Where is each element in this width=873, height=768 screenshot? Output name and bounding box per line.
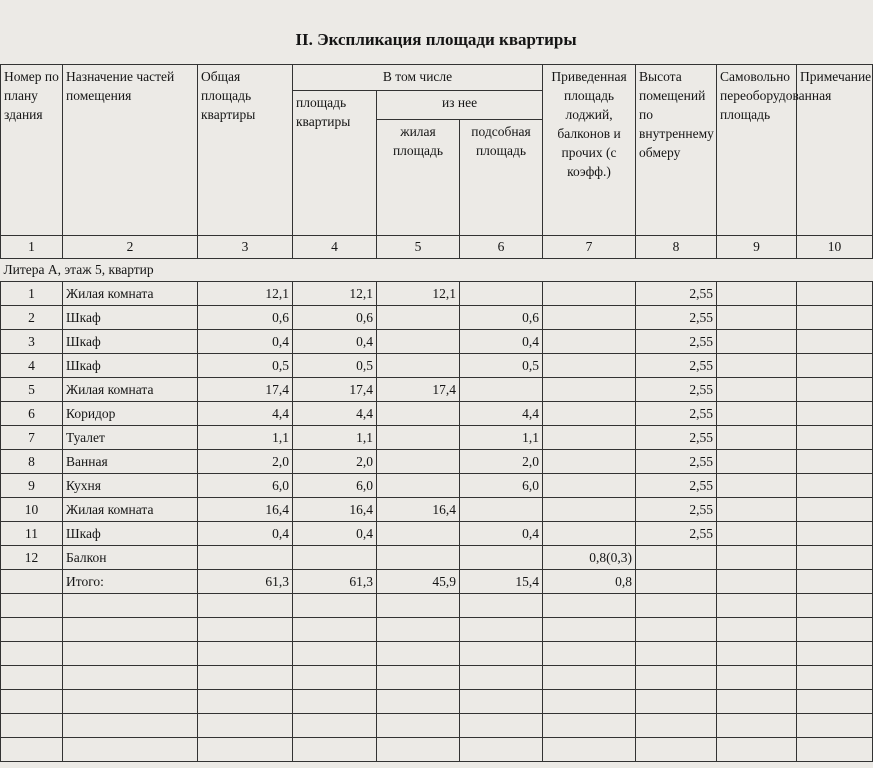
room-height bbox=[636, 546, 717, 570]
empty-cell bbox=[1, 738, 63, 762]
auxiliary-area: 0,4 bbox=[460, 522, 543, 546]
table-row bbox=[1, 378, 873, 402]
note-cell bbox=[797, 402, 873, 426]
note-cell bbox=[797, 330, 873, 354]
total-area bbox=[198, 546, 293, 570]
self-converted-cell bbox=[717, 474, 797, 498]
flat-area: 6,0 bbox=[293, 474, 377, 498]
auxiliary-area: 1,1 bbox=[460, 426, 543, 450]
empty-cell bbox=[1, 714, 63, 738]
room-number: 10 bbox=[1, 498, 63, 522]
room-height: 2,55 bbox=[636, 330, 717, 354]
totals-empty-cell bbox=[797, 570, 873, 594]
auxiliary-area: 6,0 bbox=[460, 474, 543, 498]
living-area bbox=[377, 402, 460, 426]
empty-cell bbox=[293, 714, 377, 738]
room-height: 2,55 bbox=[636, 522, 717, 546]
empty-cell bbox=[198, 738, 293, 762]
empty-cell bbox=[460, 642, 543, 666]
empty-row bbox=[1, 714, 873, 738]
table-row bbox=[1, 426, 873, 450]
room-name: Шкаф bbox=[63, 330, 198, 354]
living-area bbox=[377, 474, 460, 498]
room-height: 2,55 bbox=[636, 450, 717, 474]
empty-cell bbox=[1, 690, 63, 714]
empty-cell bbox=[198, 666, 293, 690]
note-cell bbox=[797, 498, 873, 522]
balcony-area bbox=[543, 450, 636, 474]
empty-row bbox=[1, 738, 873, 762]
flat-area: 1,1 bbox=[293, 426, 377, 450]
living-area: 17,4 bbox=[377, 378, 460, 402]
room-number: 8 bbox=[1, 450, 63, 474]
header-total-area: Общая площадь квартиры bbox=[198, 65, 293, 236]
totals-empty-cell bbox=[717, 570, 797, 594]
flat-area: 4,4 bbox=[293, 402, 377, 426]
empty-cell bbox=[797, 738, 873, 762]
room-name: Шкаф bbox=[63, 354, 198, 378]
empty-cell bbox=[1, 666, 63, 690]
total-area: 2,0 bbox=[198, 450, 293, 474]
section-row bbox=[1, 259, 873, 282]
room-number: 6 bbox=[1, 402, 63, 426]
empty-cell bbox=[797, 666, 873, 690]
header-including-group: В том числе bbox=[293, 65, 543, 91]
room-name: Туалет bbox=[63, 426, 198, 450]
empty-row bbox=[1, 594, 873, 618]
header-flat-area: площадь квартиры bbox=[293, 91, 377, 236]
room-name: Жилая комната bbox=[63, 498, 198, 522]
room-name: Кухня bbox=[63, 474, 198, 498]
empty-cell bbox=[717, 690, 797, 714]
note-cell bbox=[797, 378, 873, 402]
totals-empty-cell bbox=[1, 570, 63, 594]
table-row bbox=[1, 498, 873, 522]
header-balcony-area: Приведенная площадь лоджий, балконов и прочих (с коэфф.) bbox=[543, 65, 636, 236]
column-number: 6 bbox=[460, 236, 543, 259]
flat-area: 17,4 bbox=[293, 378, 377, 402]
empty-cell bbox=[460, 738, 543, 762]
empty-cell bbox=[717, 594, 797, 618]
empty-cell bbox=[293, 642, 377, 666]
auxiliary-area bbox=[460, 546, 543, 570]
total-area: 12,1 bbox=[198, 282, 293, 306]
empty-cell bbox=[1, 594, 63, 618]
room-height: 2,55 bbox=[636, 426, 717, 450]
empty-cell bbox=[717, 642, 797, 666]
table-row bbox=[1, 354, 873, 378]
empty-row bbox=[1, 618, 873, 642]
empty-cell bbox=[63, 738, 198, 762]
table-row bbox=[1, 546, 873, 570]
room-number: 3 bbox=[1, 330, 63, 354]
room-height: 2,55 bbox=[636, 354, 717, 378]
totals-balcony-area: 0,8 bbox=[543, 570, 636, 594]
total-area: 0,6 bbox=[198, 306, 293, 330]
empty-cell bbox=[797, 714, 873, 738]
room-number: 12 bbox=[1, 546, 63, 570]
empty-cell bbox=[797, 690, 873, 714]
balcony-area bbox=[543, 306, 636, 330]
empty-cell bbox=[198, 714, 293, 738]
room-number: 11 bbox=[1, 522, 63, 546]
totals-label: Итого: bbox=[63, 570, 198, 594]
empty-cell bbox=[797, 594, 873, 618]
empty-cell bbox=[636, 738, 717, 762]
empty-cell bbox=[377, 594, 460, 618]
empty-cell bbox=[636, 690, 717, 714]
empty-cell bbox=[460, 666, 543, 690]
empty-cell bbox=[460, 690, 543, 714]
empty-row bbox=[1, 666, 873, 690]
empty-cell bbox=[460, 594, 543, 618]
balcony-area bbox=[543, 282, 636, 306]
balcony-area: 0,8(0,3) bbox=[543, 546, 636, 570]
flat-area bbox=[293, 546, 377, 570]
empty-cell bbox=[377, 642, 460, 666]
living-area bbox=[377, 450, 460, 474]
flat-area: 0,5 bbox=[293, 354, 377, 378]
self-converted-cell bbox=[717, 282, 797, 306]
flat-area: 12,1 bbox=[293, 282, 377, 306]
empty-cell bbox=[377, 738, 460, 762]
column-number: 9 bbox=[717, 236, 797, 259]
self-converted-cell bbox=[717, 426, 797, 450]
column-number: 10 bbox=[797, 236, 873, 259]
balcony-area bbox=[543, 330, 636, 354]
empty-cell bbox=[797, 642, 873, 666]
auxiliary-area: 0,4 bbox=[460, 330, 543, 354]
table-row bbox=[1, 474, 873, 498]
room-number: 1 bbox=[1, 282, 63, 306]
empty-cell bbox=[63, 714, 198, 738]
living-area bbox=[377, 546, 460, 570]
self-converted-cell bbox=[717, 378, 797, 402]
living-area bbox=[377, 306, 460, 330]
empty-cell bbox=[293, 690, 377, 714]
empty-cell bbox=[198, 690, 293, 714]
header-room-purpose: Назначение частей помещения bbox=[63, 65, 198, 236]
header-self-converted: Самовольно переоборудованная площадь bbox=[717, 65, 797, 236]
balcony-area bbox=[543, 426, 636, 450]
totals-flat-area: 61,3 bbox=[293, 570, 377, 594]
empty-cell bbox=[293, 738, 377, 762]
total-area: 6,0 bbox=[198, 474, 293, 498]
note-cell bbox=[797, 282, 873, 306]
flat-area: 2,0 bbox=[293, 450, 377, 474]
note-cell bbox=[797, 354, 873, 378]
section-label: Литера А, этаж 5, квартир bbox=[1, 259, 873, 282]
empty-cell bbox=[797, 618, 873, 642]
total-area: 16,4 bbox=[198, 498, 293, 522]
self-converted-cell bbox=[717, 402, 797, 426]
room-name: Ванная bbox=[63, 450, 198, 474]
auxiliary-area: 0,5 bbox=[460, 354, 543, 378]
empty-cell bbox=[293, 666, 377, 690]
empty-cell bbox=[293, 618, 377, 642]
auxiliary-area: 4,4 bbox=[460, 402, 543, 426]
self-converted-cell bbox=[717, 450, 797, 474]
note-cell bbox=[797, 426, 873, 450]
flat-area: 0,4 bbox=[293, 522, 377, 546]
flat-area: 0,6 bbox=[293, 306, 377, 330]
flat-area: 0,4 bbox=[293, 330, 377, 354]
auxiliary-area bbox=[460, 498, 543, 522]
header-height: Высота помещений по внутреннему обмеру bbox=[636, 65, 717, 236]
self-converted-cell bbox=[717, 306, 797, 330]
explication-table bbox=[0, 64, 873, 762]
room-number: 4 bbox=[1, 354, 63, 378]
empty-cell bbox=[717, 738, 797, 762]
note-cell bbox=[797, 474, 873, 498]
column-numbers-row bbox=[1, 236, 873, 259]
room-name: Жилая комната bbox=[63, 282, 198, 306]
header-note: Примечание bbox=[797, 65, 873, 236]
header-auxiliary-area: подсобная площадь bbox=[460, 120, 543, 236]
room-name: Жилая комната bbox=[63, 378, 198, 402]
empty-cell bbox=[198, 594, 293, 618]
empty-cell bbox=[460, 714, 543, 738]
empty-cell bbox=[543, 666, 636, 690]
total-area: 0,4 bbox=[198, 330, 293, 354]
empty-cell bbox=[636, 618, 717, 642]
column-number: 2 bbox=[63, 236, 198, 259]
column-number: 1 bbox=[1, 236, 63, 259]
empty-cell bbox=[543, 642, 636, 666]
totals-row bbox=[1, 570, 873, 594]
balcony-area bbox=[543, 522, 636, 546]
empty-cell bbox=[543, 738, 636, 762]
header-living-area: жилая площадь bbox=[377, 120, 460, 236]
empty-cell bbox=[543, 714, 636, 738]
header-room-number: Номер по плану здания bbox=[1, 65, 63, 236]
living-area bbox=[377, 426, 460, 450]
room-number: 2 bbox=[1, 306, 63, 330]
self-converted-cell bbox=[717, 354, 797, 378]
self-converted-cell bbox=[717, 498, 797, 522]
room-name: Шкаф bbox=[63, 306, 198, 330]
empty-cell bbox=[63, 666, 198, 690]
flat-area: 16,4 bbox=[293, 498, 377, 522]
empty-cell bbox=[543, 690, 636, 714]
empty-cell bbox=[377, 618, 460, 642]
empty-cell bbox=[717, 618, 797, 642]
total-area: 0,4 bbox=[198, 522, 293, 546]
room-name: Коридор bbox=[63, 402, 198, 426]
totals-living-area: 45,9 bbox=[377, 570, 460, 594]
balcony-area bbox=[543, 378, 636, 402]
table-row bbox=[1, 330, 873, 354]
empty-cell bbox=[636, 714, 717, 738]
note-cell bbox=[797, 546, 873, 570]
auxiliary-area bbox=[460, 378, 543, 402]
empty-cell bbox=[636, 594, 717, 618]
living-area: 16,4 bbox=[377, 498, 460, 522]
room-height: 2,55 bbox=[636, 306, 717, 330]
empty-cell bbox=[63, 594, 198, 618]
table-row bbox=[1, 282, 873, 306]
note-cell bbox=[797, 306, 873, 330]
empty-cell bbox=[543, 618, 636, 642]
living-area bbox=[377, 330, 460, 354]
table-row bbox=[1, 306, 873, 330]
empty-row bbox=[1, 690, 873, 714]
room-name: Шкаф bbox=[63, 522, 198, 546]
header-of-which: из нее bbox=[377, 91, 543, 120]
totals-total-area: 61,3 bbox=[198, 570, 293, 594]
empty-cell bbox=[377, 714, 460, 738]
empty-cell bbox=[198, 642, 293, 666]
totals-auxiliary-area: 15,4 bbox=[460, 570, 543, 594]
table-row bbox=[1, 522, 873, 546]
room-number: 7 bbox=[1, 426, 63, 450]
balcony-area bbox=[543, 402, 636, 426]
empty-cell bbox=[636, 642, 717, 666]
empty-cell bbox=[543, 594, 636, 618]
table-row bbox=[1, 402, 873, 426]
balcony-area bbox=[543, 474, 636, 498]
empty-cell bbox=[377, 666, 460, 690]
document-title: II. Экспликация площади квартиры bbox=[295, 30, 577, 49]
note-cell bbox=[797, 522, 873, 546]
balcony-area bbox=[543, 498, 636, 522]
empty-cell bbox=[636, 666, 717, 690]
total-area: 1,1 bbox=[198, 426, 293, 450]
empty-cell bbox=[198, 618, 293, 642]
column-number: 4 bbox=[293, 236, 377, 259]
auxiliary-area: 2,0 bbox=[460, 450, 543, 474]
empty-cell bbox=[460, 618, 543, 642]
empty-row bbox=[1, 642, 873, 666]
empty-cell bbox=[63, 618, 198, 642]
room-number: 5 bbox=[1, 378, 63, 402]
total-area: 17,4 bbox=[198, 378, 293, 402]
self-converted-cell bbox=[717, 546, 797, 570]
column-number: 5 bbox=[377, 236, 460, 259]
empty-cell bbox=[63, 690, 198, 714]
auxiliary-area: 0,6 bbox=[460, 306, 543, 330]
auxiliary-area bbox=[460, 282, 543, 306]
living-area bbox=[377, 522, 460, 546]
balcony-area bbox=[543, 354, 636, 378]
room-height: 2,55 bbox=[636, 282, 717, 306]
empty-cell bbox=[63, 642, 198, 666]
room-height: 2,55 bbox=[636, 378, 717, 402]
column-number: 7 bbox=[543, 236, 636, 259]
column-number: 8 bbox=[636, 236, 717, 259]
self-converted-cell bbox=[717, 522, 797, 546]
room-name: Балкон bbox=[63, 546, 198, 570]
table-row bbox=[1, 450, 873, 474]
totals-empty-cell bbox=[636, 570, 717, 594]
empty-cell bbox=[1, 642, 63, 666]
room-height: 2,55 bbox=[636, 474, 717, 498]
room-height: 2,55 bbox=[636, 402, 717, 426]
total-area: 0,5 bbox=[198, 354, 293, 378]
empty-cell bbox=[1, 618, 63, 642]
total-area: 4,4 bbox=[198, 402, 293, 426]
living-area bbox=[377, 354, 460, 378]
empty-cell bbox=[717, 666, 797, 690]
empty-cell bbox=[717, 714, 797, 738]
living-area: 12,1 bbox=[377, 282, 460, 306]
room-height: 2,55 bbox=[636, 498, 717, 522]
empty-cell bbox=[293, 594, 377, 618]
room-number: 9 bbox=[1, 474, 63, 498]
column-number: 3 bbox=[198, 236, 293, 259]
empty-cell bbox=[377, 690, 460, 714]
self-converted-cell bbox=[717, 330, 797, 354]
note-cell bbox=[797, 450, 873, 474]
